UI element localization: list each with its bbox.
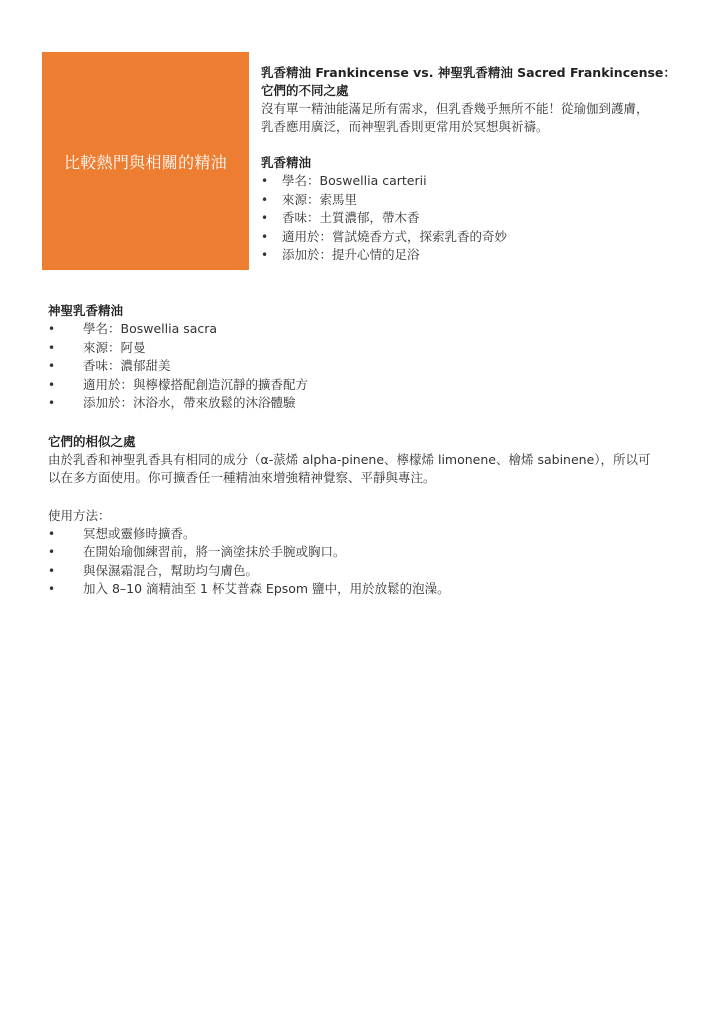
list-item: • 冥想或靈修時擴香。 [48, 525, 693, 544]
bullet-icon: • [48, 582, 56, 596]
comparison-intro-line-1: 沒有單一精油能滿足所有需求，但乳香幾乎無所不能！從瑜伽到護膚， [261, 101, 649, 116]
bullet-icon: • [48, 340, 56, 355]
similarities-heading: 它們的相似之處 [48, 433, 136, 449]
bullet-icon: • [261, 248, 269, 262]
comparison-heading: 乳香精油 Frankincense vs. 神聖乳香精油 Sacred Frankincense： [261, 65, 676, 80]
bullet-icon: • [48, 545, 56, 559]
bullet-icon: • [261, 211, 269, 225]
comparison-subheading: 它們的不同之處 [261, 83, 349, 98]
list-item: • 添加於：沐浴水，帶來放鬆的沐浴體驗 [48, 394, 693, 413]
list-item: • 來源：索馬里 [261, 191, 691, 210]
bullet-icon: • [48, 526, 56, 541]
callout-title: 比較熱門與相關的精油 [63, 152, 227, 172]
usage-list [48, 525, 693, 599]
list-item: • 與保濕霜混合，幫助均勻膚色。 [48, 562, 693, 581]
bullet-icon: • [48, 322, 56, 336]
list-item: • 添加於：提升心情的足浴 [261, 246, 691, 265]
list-item: • 加入 8–10 滴精油至 1 杯艾普森 Epsom 鹽中，用於放鬆的泡澡。 [48, 580, 693, 599]
list-item: • 適用於：與檸檬搭配創造沉靜的擴香配方 [48, 376, 693, 395]
list-item: • 學名：Boswellia carterii [261, 172, 691, 191]
list-item: • 在開始瑜伽練習前，將一滴塗抹於手腕或胸口。 [48, 543, 693, 562]
comparison-intro-line-2: 乳香應用廣泛，而神聖乳香則更常用於冥想與祈禱。 [261, 119, 549, 134]
bullet-icon: • [261, 229, 269, 244]
bullet-icon: • [261, 192, 269, 207]
comparison-section [261, 64, 691, 265]
frankincense-heading: 乳香精油 [261, 155, 312, 170]
sacred-frankincense-list [48, 320, 693, 413]
bullet-icon: • [48, 377, 56, 392]
similarities-line-2: 以在多方面使用。你可擴香任一種精油來增強精神覺察、平靜與專注。 [48, 469, 436, 485]
main-section [48, 302, 693, 599]
similarities-line-1: 由於乳香和神聖乳香具有相同的成分（α-蒎烯 alpha-pinene、檸檬烯 limonene、檜烯 sabinene），所以可 [48, 451, 651, 467]
list-item: • 香味：濃郁甜美 [48, 357, 693, 376]
list-item: • 來源：阿曼 [48, 339, 693, 358]
bullet-icon: • [48, 396, 56, 410]
usage-heading: 使用方法： [48, 507, 111, 523]
list-item: • 學名：Boswellia sacra [48, 320, 693, 339]
list-item: • 適用於：嘗試燒香方式，探索乳香的奇妙 [261, 228, 691, 247]
list-item: • 香味：土質濃郁，帶木香 [261, 209, 691, 228]
frankincense-list [261, 172, 691, 265]
bullet-icon: • [48, 563, 56, 578]
bullet-icon: • [48, 359, 56, 373]
bullet-icon: • [261, 174, 269, 188]
sacred-frankincense-heading: 神聖乳香精油 [48, 303, 124, 318]
section-callout-box [42, 52, 249, 270]
